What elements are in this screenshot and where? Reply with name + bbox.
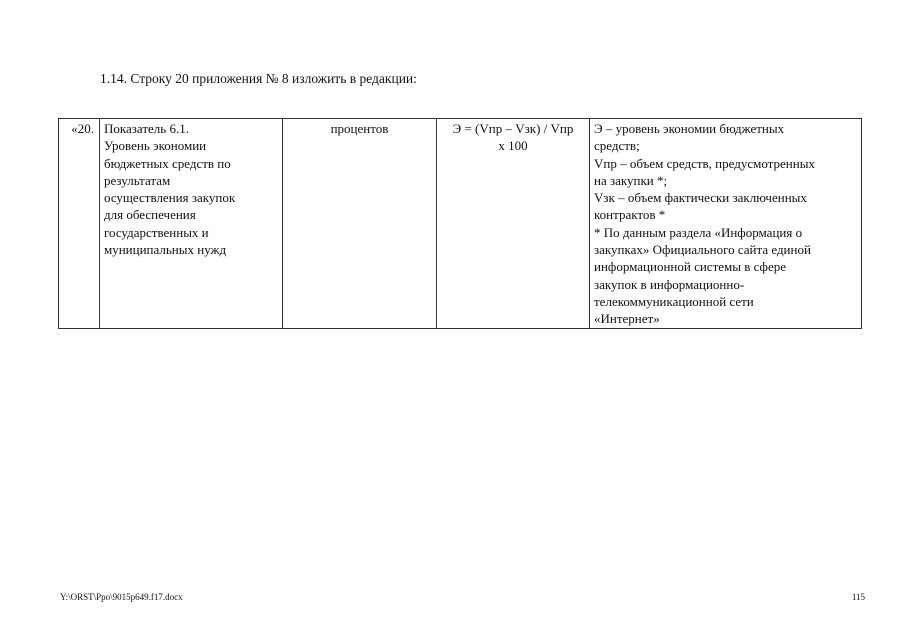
- description-line: закупок в информационно-: [594, 276, 745, 292]
- indicator-name-line: для обеспечения: [104, 207, 196, 223]
- formula-cell: [437, 119, 590, 329]
- description-line: средств;: [594, 138, 640, 154]
- indicator-name-line: бюджетных средств по: [104, 155, 231, 171]
- description-line: закупках» Официального сайта единой: [594, 242, 811, 258]
- indicator-name-line: результатам: [104, 172, 171, 188]
- description-line: контрактов *: [594, 207, 666, 223]
- description-line: телекоммуникационной сети: [594, 293, 754, 309]
- indicator-name-line: государственных и: [104, 224, 209, 240]
- indicator-name-line: Показатель 6.1.: [104, 121, 189, 136]
- description-cell: [590, 119, 862, 329]
- indicator-name-cell: [100, 119, 283, 329]
- row-number-cell: [59, 119, 100, 329]
- row-number: «20.: [71, 121, 94, 136]
- description-line: «Интернет»: [594, 311, 660, 327]
- description-line: информационной системы в сфере: [594, 259, 787, 275]
- formula-line: Э = (Vпр – Vзк) / Vпр: [452, 121, 574, 136]
- footer-file-path: Y:\ORST\Ppo\9015p649.f17.docx: [60, 592, 183, 602]
- page-heading: 1.14. Строку 20 приложения № 8 изложить в редакции:: [100, 71, 417, 86]
- indicator-name-line: осуществления закупок: [104, 190, 236, 206]
- footer-page-number: 115: [851, 592, 865, 602]
- appendix-table: [58, 118, 862, 329]
- description-line: Vзк – объем фактически заключенных: [594, 190, 807, 206]
- description-line: на закупки *;: [594, 172, 668, 188]
- description-line: * По данным раздела «Информация о: [594, 224, 803, 240]
- indicator-name-line: Уровень экономии: [104, 138, 207, 154]
- table-row: [59, 119, 862, 329]
- unit-cell: [283, 119, 437, 329]
- description-line: Э – уровень экономии бюджетных: [594, 121, 785, 136]
- description-line: Vпр – объем средств, предусмотренных: [594, 155, 815, 171]
- formula-line: x 100: [498, 138, 528, 154]
- indicator-name-line: муниципальных нужд: [104, 242, 227, 258]
- unit-text: процентов: [330, 121, 389, 136]
